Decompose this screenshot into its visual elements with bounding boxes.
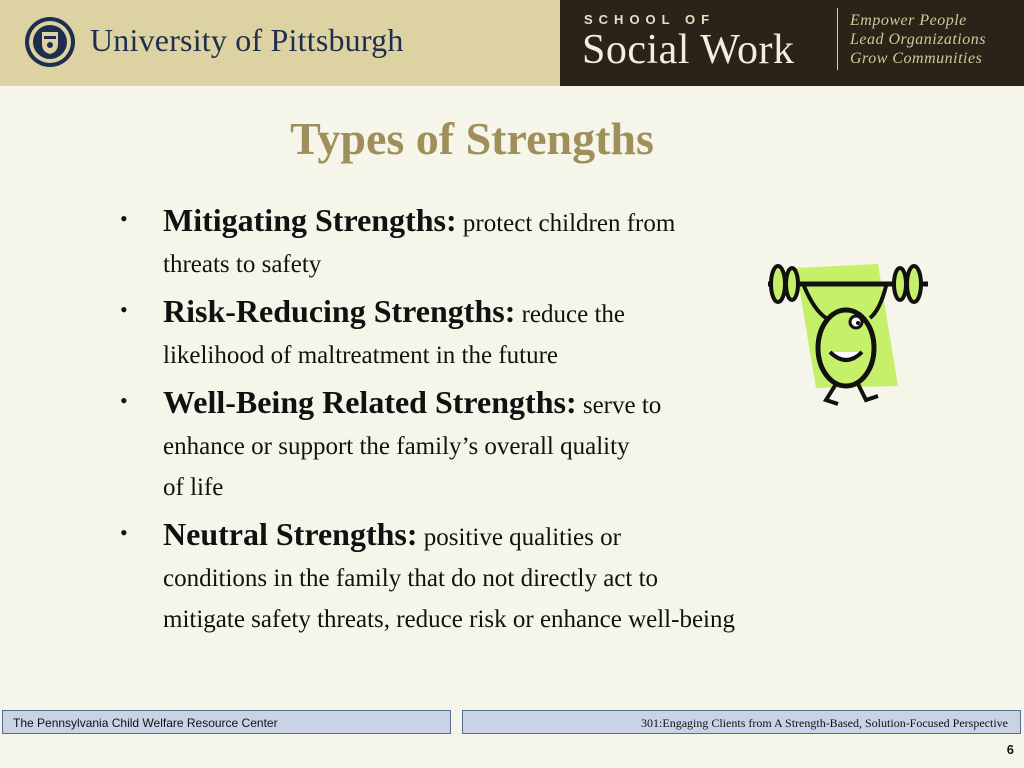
- strength-description-cont: likelihood of maltreatment in the future: [163, 342, 559, 369]
- strength-term: Neutral Strengths:: [163, 516, 418, 552]
- bullet-dot: •: [120, 520, 128, 545]
- strength-term: Risk-Reducing Strengths:: [163, 293, 516, 329]
- bullet-dot: •: [120, 206, 128, 231]
- school-of-label: SCHOOL OF: [584, 12, 716, 27]
- strength-description-cont: of life: [163, 474, 224, 501]
- school-name: Social Work: [582, 27, 795, 73]
- university-name: University of Pittsburgh: [90, 22, 404, 58]
- strength-description: positive qualities or: [423, 524, 621, 551]
- page-number: 6: [1006, 742, 1014, 757]
- strength-term: Well-Being Related Strengths:: [163, 384, 577, 420]
- strength-description-cont: threats to safety: [163, 251, 322, 278]
- strength-description-cont: conditions in the family that do not directly act to: [163, 565, 659, 592]
- bullet-dot: •: [120, 297, 128, 322]
- strength-description-cont: enhance or support the family’s overall quality: [163, 433, 630, 460]
- list-item-neutral: [120, 510, 910, 640]
- footer-course-title: 301:Engaging Clients from A Strength-Based, Solution-Focused Perspective: [462, 710, 1021, 734]
- strength-description: protect children from: [462, 210, 676, 237]
- strength-description-cont: mitigate safety threats, reduce risk or enhance well-being: [163, 606, 735, 633]
- university-seal-icon: [24, 16, 76, 68]
- strength-term: Mitigating Strengths:: [163, 202, 457, 238]
- slide-title: Types of Strengths: [290, 113, 654, 164]
- weightlifter-icon: [758, 252, 934, 412]
- tagline-3: Grow Communities: [850, 50, 983, 67]
- tagline-2: Lead Organizations: [850, 31, 986, 48]
- bullet-dot: •: [120, 388, 128, 413]
- footer-organization: The Pennsylvania Child Welfare Resource Center: [2, 710, 451, 734]
- tagline-1: Empower People: [850, 12, 967, 29]
- strength-description: reduce the: [521, 301, 625, 328]
- header-divider: [837, 8, 838, 70]
- strength-description: serve to: [582, 392, 662, 419]
